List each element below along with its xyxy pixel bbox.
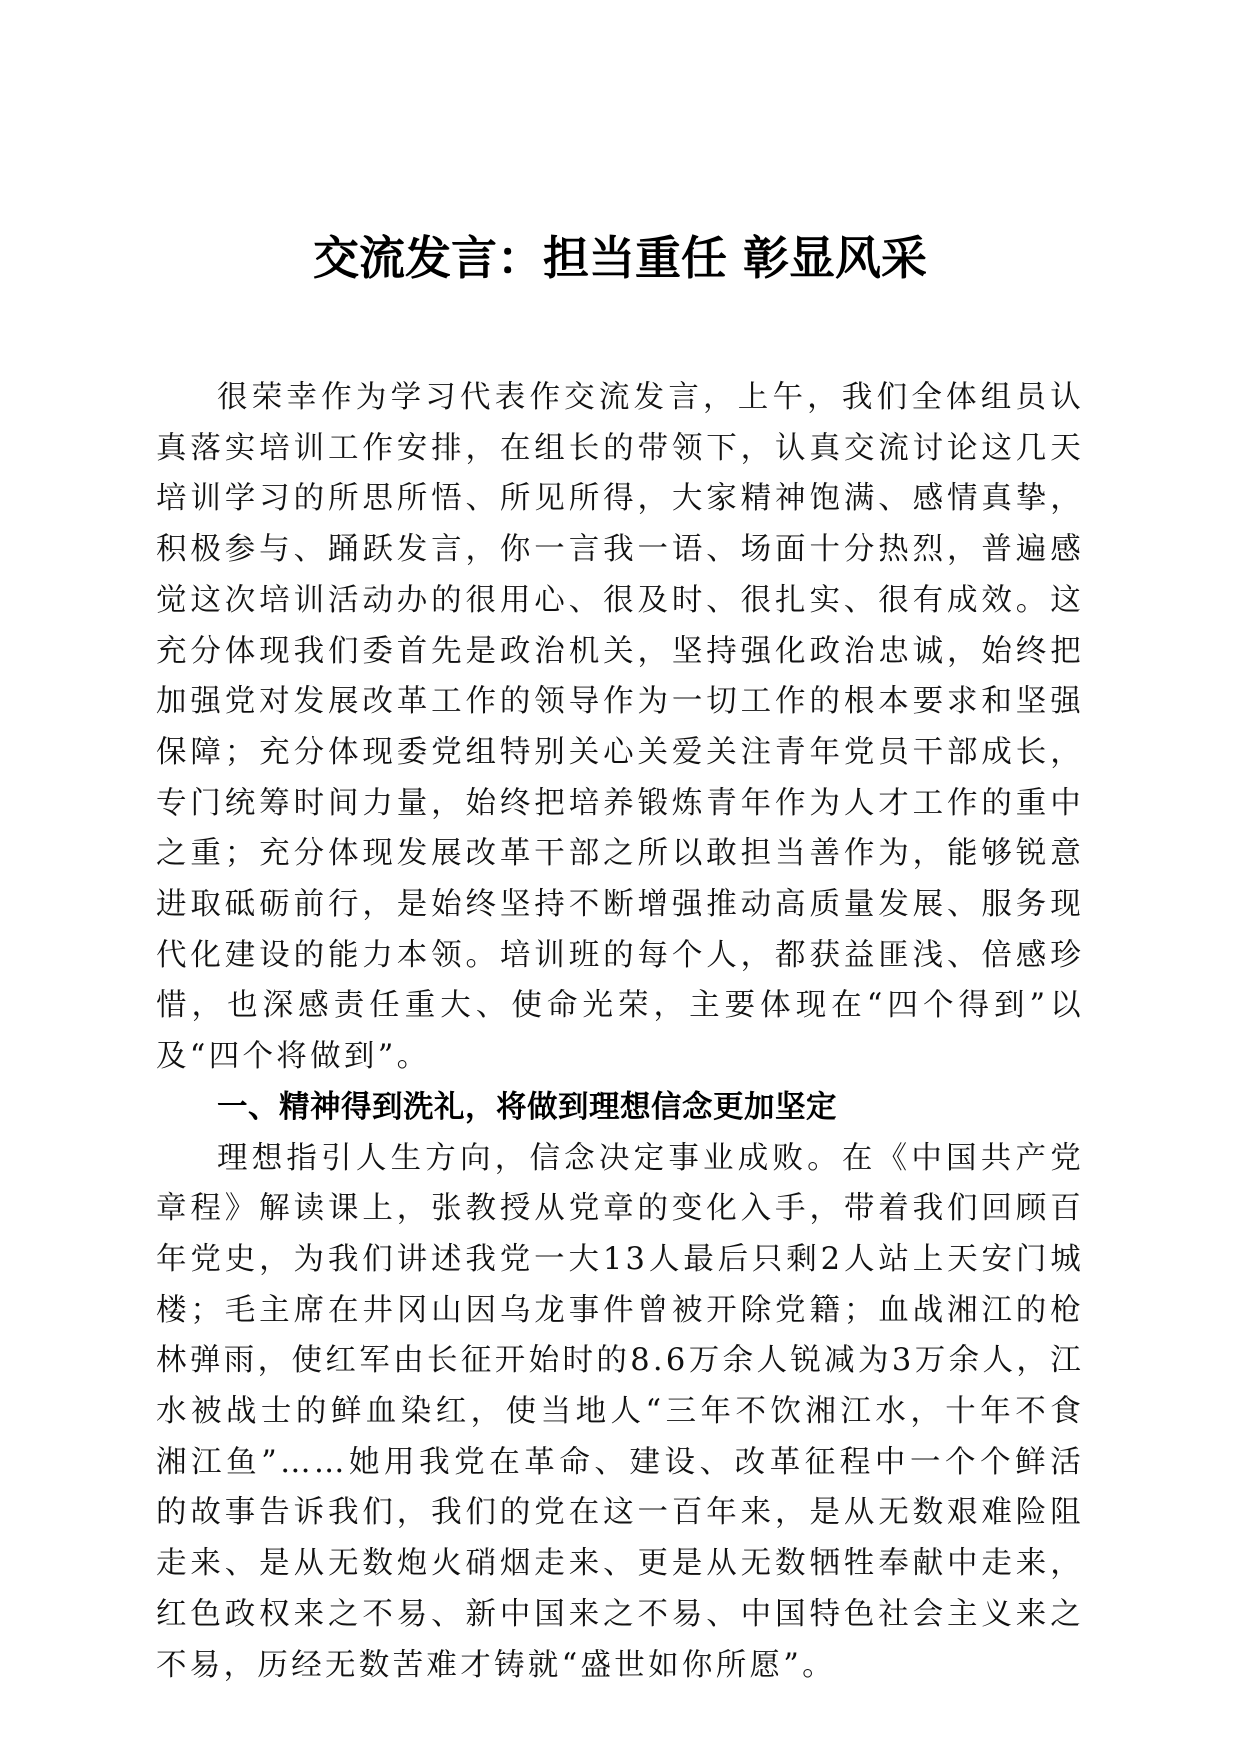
paragraph-section-1: 理想指引人生方向，信念决定事业成败。在《中国共产党章程》解读课上，张教授从党章的变化入手，带着我们回顾百年党史，为我们讲述我党一大13人最后只剩2人站上天安门城楼；毛主席在井冈山因乌龙事件曾被开除党籍；血战湘江的枪林弹雨，使红军由长征开始时的8.6万余人锐减为3万余人，江水被战士的鲜血染红，使当地人“三年不饮湘江水，十年不食湘江鱼”……她用我党在革命、建设、改革征程中一个个鲜活的故事告诉我们，我们的党在这一百年来，是从无数艰难险阻走来、是从无数炮火硝烟走来、更是从无数牺牲奉献中走来，红色政权来之不易、新中国来之不易、中国特色社会主义来之不易，历经无数苦难才铸就“盛世如你所愿”。 bbox=[156, 1140, 1084, 1683]
paragraph-intro: 很荣幸作为学习代表作交流发言，上午，我们全体组员认真落实培训工作安排，在组长的带领下，认真交流讨论这几天培训学习的所思所悟、所见所得，大家精神饱满、感情真挚，积极参与、踊跃发言，你一言我一语、场面十分热烈，普遍感觉这次培训活动办的很用心、很及时、很扎实、很有成效。这充分体现我们委首先是政治机关，坚持强化政治忠诚，始终把加强党对发展改革工作的领导作为一切工作的根本要求和坚强保障；充分体现委党组特别关心关爱关注青年党员干部成长，专门统筹时间力量，始终把培养锻炼青年作为人才工作的重中之重；充分体现发展改革干部之所以敢担当善作为，能够锐意进取砥砺前行，是始终坚持不断增强推动高质量发展、服务现代化建设的能力本领。培训班的每个人，都获益匪浅、倍感珍惜，也深感责任重大、使命光荣，主要体现在“四个得到”以及“四个将做到”。 bbox=[156, 380, 1084, 1075]
document-title: 交流发言：担当重任 彰显风采 bbox=[312, 231, 927, 285]
document-body bbox=[156, 373, 1084, 1691]
section-heading-1: 一、精神得到洗礼，将做到理想信念更加坚定 bbox=[217, 1089, 837, 1125]
